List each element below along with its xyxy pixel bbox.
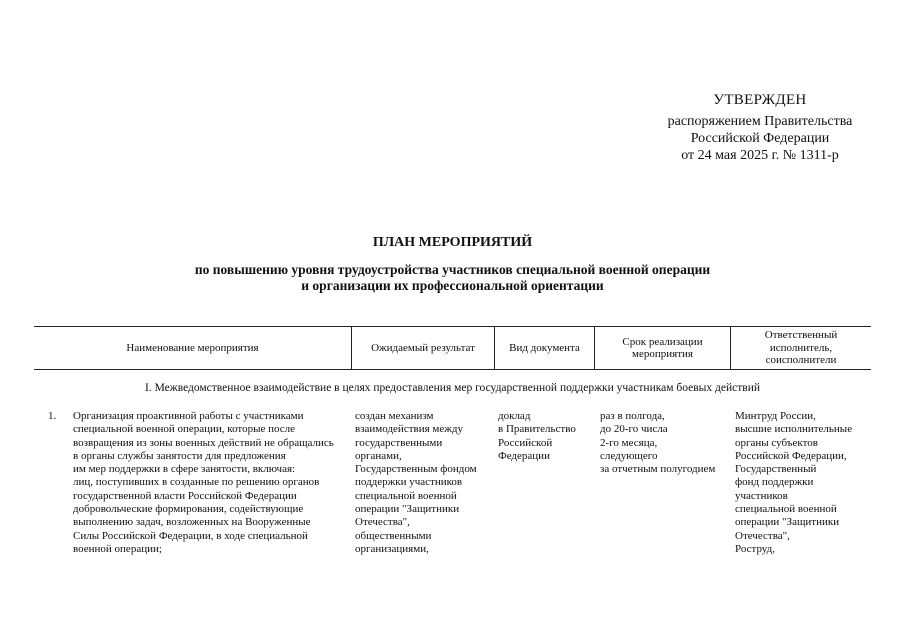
cell-line: органами, — [355, 449, 402, 462]
cell-line: им мер поддержки в сфере занятости, включая: — [73, 463, 296, 476]
cell-line: Государственным фондом — [355, 463, 477, 476]
cell-line: выполнению задач, возложенных на Вооруженные — [73, 516, 311, 529]
cell-line: фонд поддержки — [735, 476, 814, 489]
cell-line: поддержки участников — [355, 476, 463, 489]
cell-line: Отечества", — [735, 529, 790, 542]
plan-subtitle — [0, 262, 905, 294]
header-term: Срок реализации мероприятия — [622, 335, 703, 360]
cell-line: в Правительство — [498, 423, 576, 436]
cell-line: доклад — [498, 410, 531, 422]
cell-line: специальной военной — [355, 489, 457, 502]
cell-line: государственной власти Российской Федерации — [73, 489, 297, 502]
row-number: 1. — [48, 410, 57, 422]
header-result: Ожидаемый результат — [371, 341, 475, 354]
approval-line: распоряжением Правительства — [667, 114, 853, 129]
approval-line: от 24 мая 2025 г. № 1311-р — [681, 148, 839, 163]
header-doc: Вид документа — [509, 341, 580, 354]
cell-line: раз в полгода, — [600, 410, 665, 422]
section-title: I. Межведомственное взаимодействие в целях предоставления мер государственной поддержки участникам боевых действий — [145, 382, 760, 394]
cell-line: организациями, — [355, 542, 429, 555]
approval-line: Российской Федерации — [690, 131, 830, 146]
cell-line: Отечества", — [355, 516, 410, 529]
row-result-cell — [355, 410, 495, 556]
cell-line: специальной военной — [735, 503, 837, 516]
cell-line: операции "Защитники — [735, 516, 840, 529]
cell-line: операции "Защитники — [355, 503, 460, 516]
header-name: Наименование мероприятия — [126, 341, 259, 354]
cell-line: взаимодействия между — [355, 423, 463, 436]
cell-line: высшие исполнительные — [735, 423, 853, 436]
cell-line: Минтруд России, — [735, 410, 816, 422]
row-name-cell — [73, 410, 343, 556]
cell-line: добровольческие формирования, содействующие — [73, 503, 304, 516]
table-header-bottom-rule — [34, 369, 871, 370]
cell-line: Российской — [498, 436, 553, 449]
plan-subtitle-line: по повышению уровня трудоустройства участников специальной военной операции — [194, 262, 711, 277]
cell-line: в органы службы занятости для предложения — [73, 449, 286, 462]
cell-line: Организация проактивной работы с участниками — [73, 410, 304, 422]
cell-line: 2-го месяца, — [600, 436, 658, 449]
cell-line: военной операции; — [73, 542, 162, 555]
cell-line: Российской Федерации, — [735, 449, 847, 462]
row-exec-cell — [735, 410, 875, 556]
cell-line: Государственный — [735, 463, 817, 476]
cell-line: общественными — [355, 529, 432, 542]
approval-block — [620, 92, 900, 164]
cell-line: до 20-го числа — [600, 423, 668, 436]
row-term-cell — [600, 410, 730, 476]
cell-line: Роструд, — [735, 542, 775, 555]
cell-line: создан механизм — [355, 410, 434, 422]
plan-title: ПЛАН МЕРОПРИЯТИЙ — [372, 235, 533, 250]
cell-line: органы субъектов — [735, 436, 818, 449]
cell-line: специальной военной операции, которые после — [73, 423, 296, 436]
cell-line: государственными — [355, 436, 443, 449]
cell-line: следующего — [600, 449, 658, 462]
cell-line: лиц, поступивших в созданные по решению органов — [73, 476, 320, 489]
cell-line: возвращения из зоны военных действий не обращались — [73, 436, 334, 449]
cell-line: за отчетным полугодием — [600, 463, 716, 476]
cell-line: Силы Российской Федерации, в ходе специальной — [73, 529, 308, 542]
header-exec: Ответственный исполнитель, соисполнители — [764, 329, 838, 367]
approval-title: УТВЕРЖДЕН — [713, 92, 807, 108]
row-doc-cell — [498, 410, 590, 463]
cell-line: Федерации — [498, 449, 550, 462]
cell-line: участников — [735, 489, 788, 502]
plan-subtitle-line: и организации их профессиональной ориентации — [301, 278, 604, 293]
